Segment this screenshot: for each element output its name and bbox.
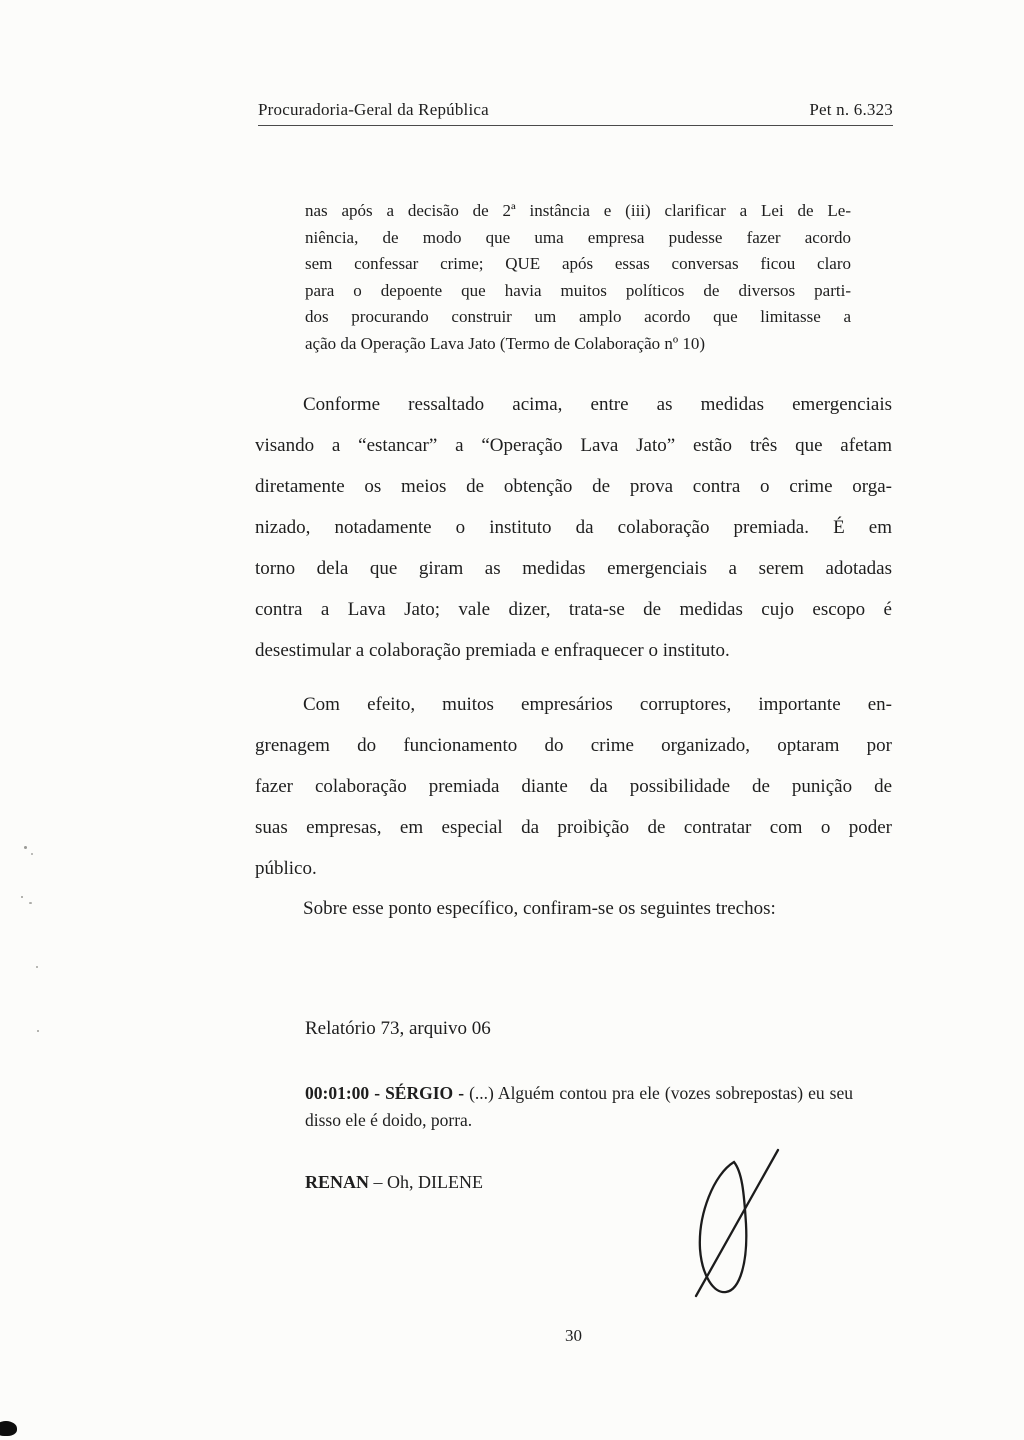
transcript-timestamp-speaker: 00:01:00 - SÉRGIO -: [305, 1083, 465, 1103]
text-line: dos procurando construir um amplo acordo que limitasse a: [305, 307, 851, 326]
page-header: [258, 100, 893, 126]
text-line: fazer colaboração premiada diante da possibilidade de punição de: [255, 776, 892, 797]
scan-artifact-blob: [0, 1421, 17, 1436]
paragraph-3: Sobre esse ponto específico, confiram-se os seguintes trechos:: [303, 898, 776, 919]
text-line: Conforme ressaltado acima, entre as medidas emergenciais: [303, 394, 892, 415]
scan-speck: [36, 966, 38, 968]
text-line: diretamente os meios de obtenção de prova contra o crime orga-: [255, 476, 892, 497]
report-source-line: Relatório 73, arquivo 06: [305, 1018, 491, 1039]
text-line: nizado, notadamente o instituto da colaboração premiada. É em: [255, 517, 892, 538]
scan-speck: [21, 896, 23, 898]
scan-speck: [24, 846, 27, 849]
paragraph-2: [255, 684, 892, 889]
text-line: Com efeito, muitos empresários corruptores, importante en-: [303, 694, 892, 715]
text-line: grenagem do funcionamento do crime organizado, optaram por: [255, 735, 892, 756]
scan-speck: [31, 853, 33, 855]
transcript-speech: (...) Alguém contou pra ele (vozes sobrepostas) eu seu disso ele é doido, porra.: [305, 1083, 853, 1130]
transcript-line-renan: [305, 1172, 483, 1193]
transcript-speaker: RENAN: [305, 1172, 370, 1192]
transcript-line-sergio: [305, 1080, 853, 1134]
block-quote: [305, 198, 851, 357]
text-line: para o depoente que havia muitos políticos de diversos parti-: [305, 280, 851, 300]
page-number: 30: [565, 1326, 582, 1345]
text-line: visando a “estancar” a “Operação Lava Jato” estão três que afetam: [255, 435, 892, 456]
text-line: desestimular a colaboração premiada e enfraquecer o instituto.: [255, 640, 730, 661]
text-line: ação da Operação Lava Jato (Termo de Colaboração nº 10): [305, 333, 706, 353]
header-right-docket: Pet n. 6.323: [809, 100, 893, 119]
text-line: suas empresas, em especial da proibição de contratar com o poder: [255, 817, 892, 838]
text-line: contra a Lava Jato; vale dizer, trata-se de medidas cujo escopo é: [255, 599, 892, 620]
handwritten-signature-icon: [686, 1144, 786, 1304]
text-line: público.: [255, 858, 317, 879]
transcript-speech: – Oh, DILENE: [369, 1172, 483, 1192]
header-left-title: Procuradoria-Geral da República: [258, 100, 489, 119]
paragraph-1: [255, 384, 892, 671]
text-line: nas após a decisão de 2ª instância e (iii) clarificar a Lei de Le-: [305, 201, 851, 220]
scan-speck: [29, 902, 32, 904]
scan-speck: [37, 1030, 39, 1032]
text-line: torno dela que giram as medidas emergenciais a serem adotadas: [255, 558, 892, 579]
text-line: sem confessar crime; QUE após essas conversas ficou claro: [305, 254, 851, 273]
text-line: niência, de modo que uma empresa pudesse fazer acordo: [305, 227, 851, 247]
